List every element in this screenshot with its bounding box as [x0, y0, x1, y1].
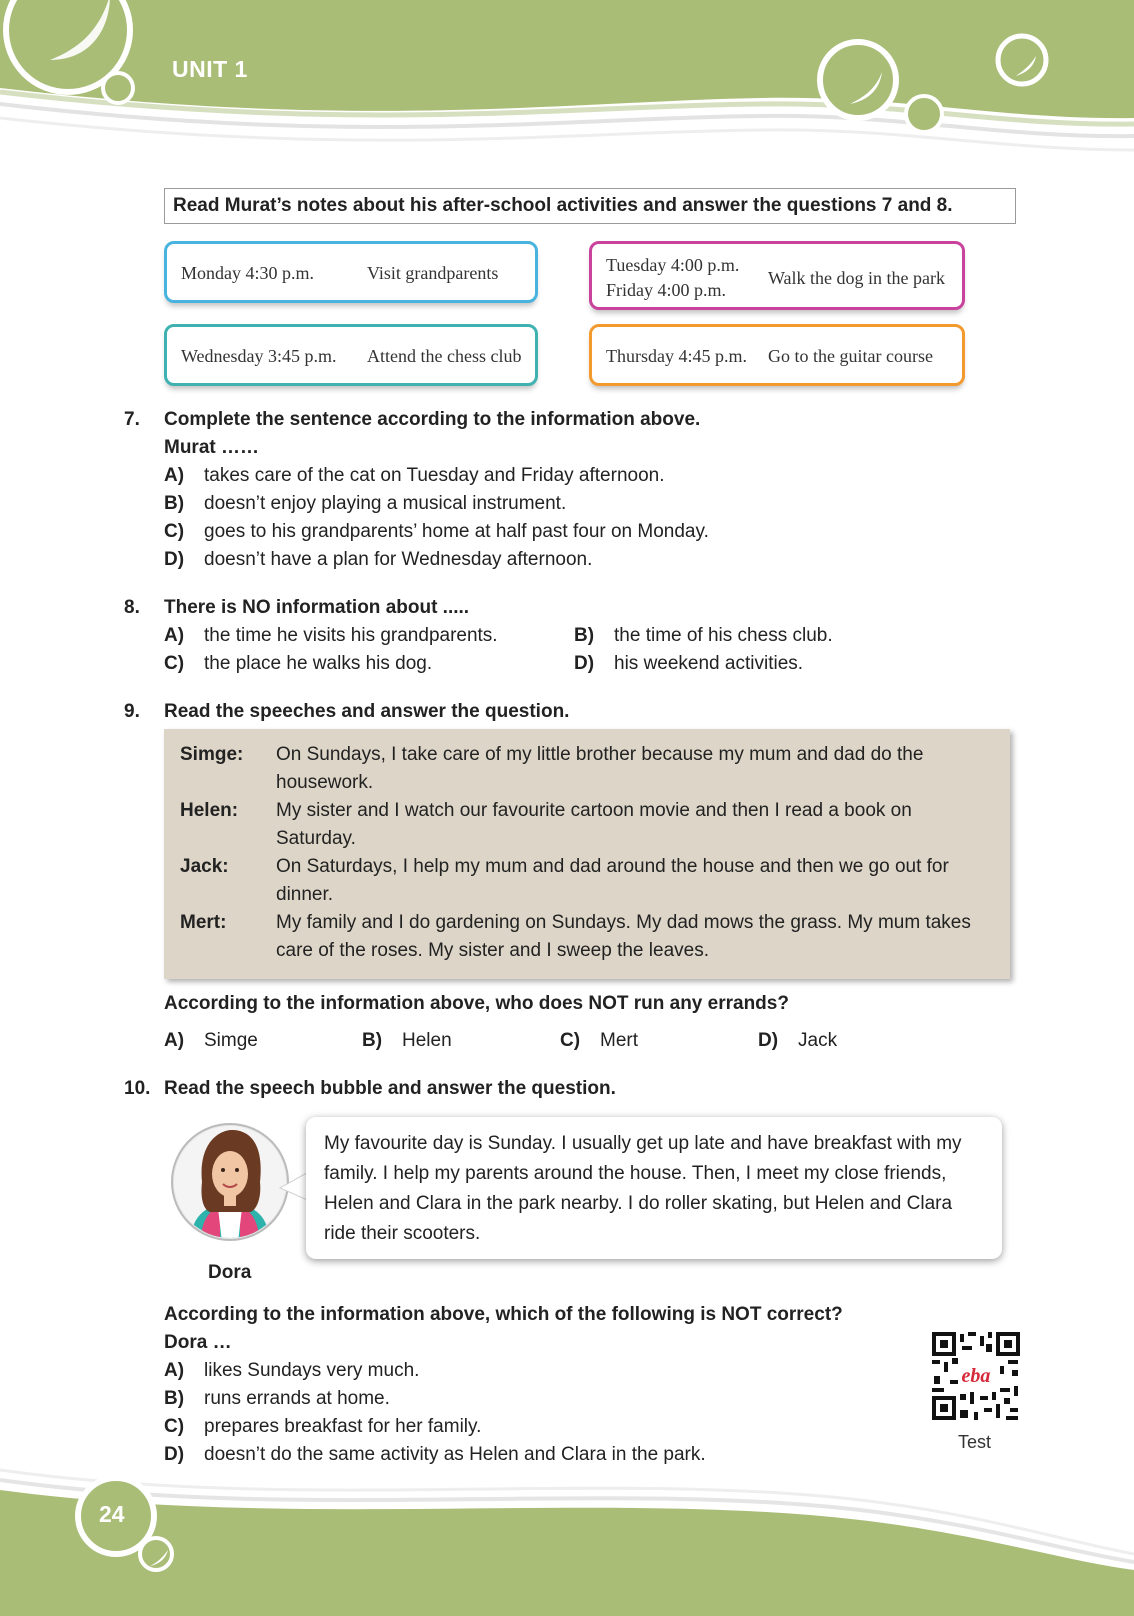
speech-line: Saturday. [276, 828, 356, 849]
option-c[interactable]: C) prepares breakfast for her family. [164, 1416, 482, 1437]
note-time: Monday 4:30 p.m. [181, 263, 314, 283]
qr-code-icon[interactable] [930, 1330, 1022, 1422]
speech-line: My sister and I watch our favourite cartoon movie and then I read a book on [276, 800, 912, 821]
note-activity: Visit grandparents [367, 263, 499, 283]
option-c[interactable]: C) goes to his grandparents’ home at half past four on Monday. [164, 521, 709, 542]
speech-line: care of the roses. My sister and I sweep the leaves. [276, 940, 709, 961]
note-time: Thursday 4:45 p.m. [606, 346, 747, 366]
option-a[interactable]: A) the time he visits his grandparents. [164, 625, 498, 646]
question-number: 7. [124, 409, 140, 430]
note-time: Friday 4:00 p.m. [606, 280, 726, 300]
speaker-name: Mert: [180, 912, 227, 933]
question-prompt: According to the information above, which of the following is NOT correct? [164, 1304, 843, 1325]
speech-line: housework. [276, 772, 374, 793]
speech-line: My family and I do gardening on Sundays. My dad mows the grass. My mum takes [276, 912, 971, 933]
option-d[interactable]: D) doesn’t do the same activity as Helen and Clara in the park. [164, 1444, 706, 1465]
question-text: Read the speech bubble and answer the question. [164, 1078, 616, 1099]
bubble-line: Helen and Clara in the park nearby. I do roller skating, but Helen and Clara [324, 1193, 953, 1214]
question-number: 8. [124, 597, 140, 618]
note-activity: Go to the guitar course [768, 346, 933, 366]
question-prompt: According to the information above, who does NOT run any errands? [164, 993, 789, 1014]
question-text: There is NO information about ..... [164, 597, 470, 618]
unit-label: UNIT 1 [172, 56, 248, 82]
bubble-line: family. I help my parents around the house. Then, I meet my close friends, [324, 1163, 947, 1184]
option-b[interactable]: B) runs errands at home. [164, 1388, 390, 1409]
speaker-name: Simge: [180, 744, 244, 765]
note-activity: Walk the dog in the park [768, 268, 946, 288]
footer-banner [0, 1450, 1134, 1616]
speeches-box [164, 729, 1010, 979]
question-text: Read the speeches and answer the question. [164, 701, 570, 722]
note-thursday [589, 324, 965, 386]
question-number: 9. [124, 701, 140, 722]
speech-bubble [306, 1117, 1002, 1259]
option-a[interactable]: A) takes care of the cat on Tuesday and Friday afternoon. [164, 465, 665, 486]
eba-logo: eba [961, 1365, 991, 1387]
note-time: Tuesday 4:00 p.m. [606, 255, 740, 275]
note-monday [164, 241, 538, 303]
speech-line: dinner. [276, 884, 334, 905]
bubble-line: ride their scooters. [324, 1223, 481, 1244]
question-stem: Dora … [164, 1332, 232, 1353]
option-d[interactable]: D) his weekend activities. [574, 653, 804, 674]
option-d[interactable]: D) doesn’t have a plan for Wednesday afternoon. [164, 549, 593, 570]
note-wednesday [164, 324, 538, 386]
option-a[interactable]: A) Simge [164, 1030, 258, 1051]
speaker-label: Dora [208, 1262, 252, 1283]
bubble-line: My favourite day is Sunday. I usually get up late and have breakfast with my [324, 1133, 962, 1154]
option-c[interactable]: C) the place he walks his dog. [164, 653, 433, 674]
option-c[interactable]: C) Mert [560, 1030, 638, 1051]
note-time: Wednesday 3:45 p.m. [181, 346, 337, 366]
option-a[interactable]: A) likes Sundays very much. [164, 1360, 420, 1381]
speech-line: On Saturdays, I help my mum and dad around the house and then we go out for [276, 856, 949, 877]
option-b[interactable]: B) doesn’t enjoy playing a musical instrument. [164, 493, 567, 514]
option-b[interactable]: B) the time of his chess club. [574, 625, 833, 646]
option-d[interactable]: D) Jack [758, 1030, 838, 1051]
option-b[interactable]: B) Helen [362, 1030, 452, 1051]
speaker-name: Helen: [180, 800, 239, 821]
speaker-name: Jack: [180, 856, 229, 877]
qr-label: Test [958, 1432, 992, 1452]
speech-line: On Sundays, I take care of my little brother because my mum and dad do the [276, 744, 924, 765]
note-tuesday-friday [589, 241, 965, 310]
header-banner [0, 0, 1134, 170]
question-stem: Murat …… [164, 437, 259, 458]
note-activity: Attend the chess club [367, 346, 522, 366]
question-text: Complete the sentence according to the information above. [164, 409, 701, 430]
instruction-box: Read Murat’s notes about his after-school activities and answer the questions 7 and 8. [164, 188, 1016, 224]
page-number: 24 [99, 1501, 125, 1527]
question-number: 10. [124, 1078, 151, 1099]
